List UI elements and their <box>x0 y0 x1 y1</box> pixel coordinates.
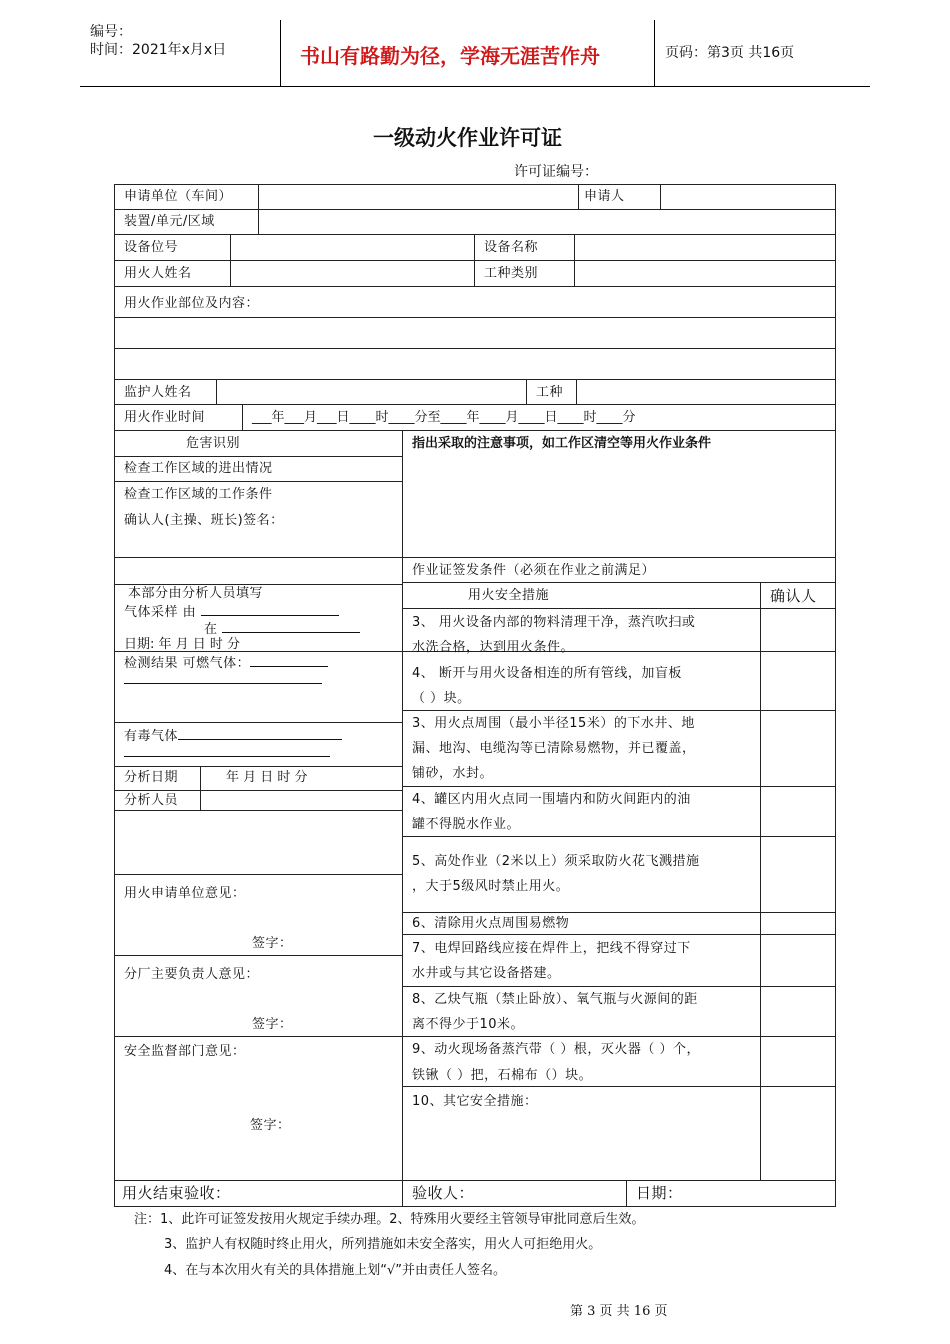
permit-number-label: 许可证编号： <box>514 164 598 180</box>
guardian-type-label: 工种 <box>536 385 564 400</box>
measure-4b-line1: 4、罐区内用火点同一围墙内和防火间距内的油 <box>412 792 691 807</box>
hazard-id-label: 危害识别 <box>186 436 241 451</box>
gas-sampling-from: 气体采样 由 <box>124 603 339 621</box>
gas-sampling-at: 在 <box>204 620 360 638</box>
toxic-gas: 有毒气体 <box>124 727 342 745</box>
measure-3b-line3: 铺砂，水封。 <box>412 766 494 781</box>
branch-opinion-label: 分厂主要负责人意见： <box>124 967 260 982</box>
analysis-date-label: 分析日期 <box>124 770 179 785</box>
sampling-date-line: 日期: 年 月 日 时 分 <box>124 637 241 652</box>
measure-8-line2: 离不得少于10米。 <box>412 1017 525 1032</box>
safety-dept-opinion-label: 安全监督部门意见： <box>124 1044 246 1059</box>
detection-result-line <box>124 683 322 684</box>
serial-label: 编号： <box>90 24 132 40</box>
date-label: 日期： <box>636 1184 683 1202</box>
apply-unit-label: 申请单位（车间） <box>124 189 233 204</box>
acceptor-label: 验收人： <box>412 1184 475 1202</box>
work-type-label: 工种类别 <box>484 266 539 281</box>
work-time-label: 用火作业时间 <box>124 410 206 425</box>
measure-5-line2: ，大于5级风时禁止用火。 <box>412 879 570 894</box>
measure-7-line1: 7、电焊回路线应接在焊件上，把线不得穿过下 <box>412 941 691 956</box>
note-2: 3、监护人有权随时终止用火，所列措施如未安全落实，用火人可拒绝用火。 <box>164 1237 602 1252</box>
applicant-label: 申请人 <box>584 189 625 204</box>
time-label: 时间：2021年x月x日 <box>90 42 227 58</box>
page-footer: 第 3 页 共 16 页 <box>570 1304 668 1319</box>
work-location-label: 用火作业部位及内容： <box>124 296 260 311</box>
header-rule <box>80 86 870 87</box>
check-conditions-label: 检查工作区域的工作条件 <box>124 487 273 502</box>
measure-3b-line2: 漏、地沟、电缆沟等已清除易燃物，并已覆盖， <box>412 741 696 756</box>
measure-7-line2: 水井或与其它设备搭建。 <box>412 966 561 981</box>
analysis-date-fields: 年 月 日 时 分 <box>226 770 308 785</box>
header-divider-left <box>280 20 281 86</box>
precautions-header: 指出采取的注意事项，如工作区清空等用火作业条件 <box>412 436 712 451</box>
measure-10: 10、其它安全措施： <box>412 1094 538 1109</box>
measure-4a-line2: （ ）块。 <box>412 691 471 706</box>
branch-sign-label: 签字： <box>252 1017 293 1032</box>
guardian-name-label: 监护人姓名 <box>124 385 192 400</box>
measure-3b-line1: 3、用火点周围（最小半径15米）的下水井、地 <box>412 716 695 731</box>
measure-8-line1: 8、乙炔气瓶（禁止卧放）、氧气瓶与火源间的距 <box>412 992 698 1007</box>
analyst-section-label: 本部分由分析人员填写 <box>128 586 264 601</box>
confirmer-sign-label: 确认人(主操、班长)签名： <box>124 513 284 528</box>
device-area-label: 装置/单元/区域 <box>124 214 215 229</box>
note-1: 注：1、此许可证签发按用火规定手续办理。2、特殊用火要经主管领导审批同意后生效。 <box>134 1212 645 1227</box>
equip-name-label: 设备名称 <box>484 240 539 255</box>
safety-dept-sign-label: 签字： <box>250 1118 291 1133</box>
applicant-opinion-label: 用火申请单位意见： <box>124 886 246 901</box>
note-3: 4、在与本次用火有关的具体措施上划“√”并由责任人签名。 <box>164 1263 507 1278</box>
page-label: 页码：第3页 共16页 <box>665 45 795 61</box>
issue-conditions-label: 作业证签发条件（必须在作业之前满足） <box>412 563 656 578</box>
page-title: 一级动火作业许可证 <box>373 126 562 150</box>
measure-6: 6、清除用火点周围易燃物 <box>412 916 570 931</box>
permit-form <box>114 184 836 1207</box>
measure-9-line1: 9、动火现场备蒸汽带（ ）根，灭火器（ ）个， <box>412 1042 701 1057</box>
measure-4b-line2: 罐不得脱水作业。 <box>412 817 521 832</box>
measure-4a-line1: 4、 断开与用火设备相连的所有管线，加盲板 <box>412 666 682 681</box>
confirmer-header: 确认人 <box>770 587 817 605</box>
applicant-sign-label: 签字： <box>252 936 293 951</box>
analyst-label: 分析人员 <box>124 793 179 808</box>
equip-position-label: 设备位号 <box>124 240 179 255</box>
fire-user-name-label: 用火人姓名 <box>124 266 192 281</box>
toxic-gas-line <box>124 756 330 757</box>
check-access-label: 检查工作区域的进出情况 <box>124 461 273 476</box>
completion-label: 用火结束验收： <box>122 1184 231 1202</box>
detection-result: 检测结果 可燃气体： <box>124 654 328 672</box>
header-divider-right <box>654 20 655 86</box>
measure-5-line1: 5、高处作业（2米以上）须采取防火花飞溅措施 <box>412 854 700 869</box>
measure-9-line2: 铁锹（ ）把，石棉布（）块。 <box>412 1068 593 1083</box>
measure-3a-line2: 水洗合格，达到用火条件。 <box>412 640 575 655</box>
motto: 书山有路勤为径，学海无涯苦作舟 <box>300 44 600 68</box>
work-time-value: ___年___月___日____时____分至____年____月____日____时____分 <box>252 410 636 425</box>
safety-measures-header: 用火安全措施 <box>468 588 550 603</box>
measure-3a-line1: 3、 用火设备内部的物料清理干净，蒸汽吹扫或 <box>412 615 696 630</box>
